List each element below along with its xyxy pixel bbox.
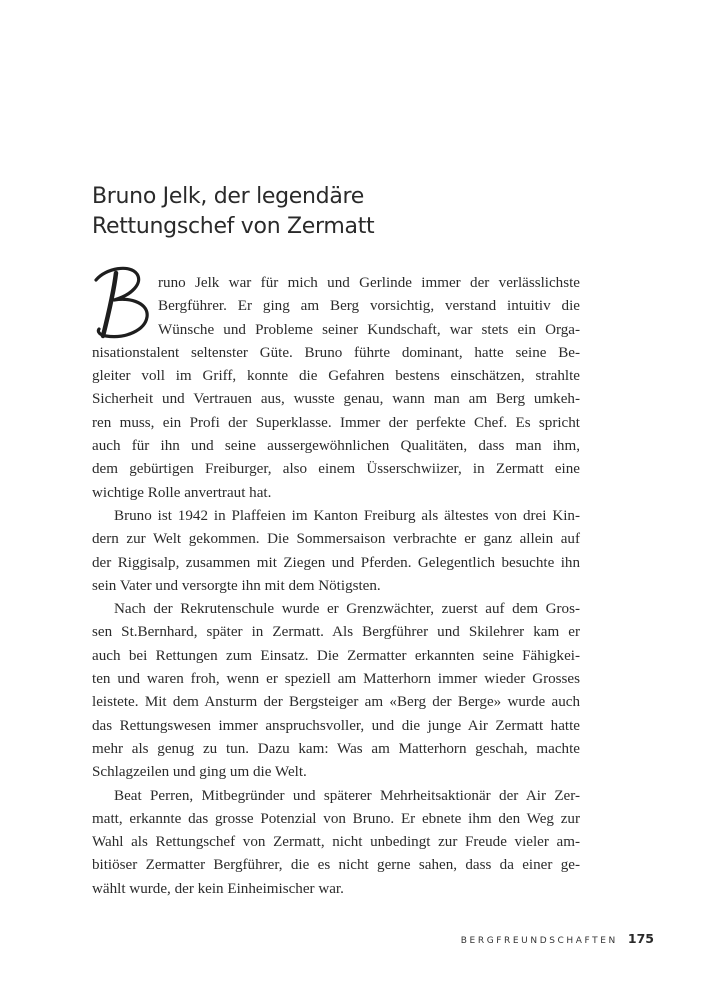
text-line: auch bei Rettungen zum Einsatz. Die Zermatter erkannten seine Fähigkei-	[92, 647, 580, 664]
text-line: leistete. Mit dem Ansturm der Bergsteiger am «Berg der Berge» wurde auch	[92, 694, 580, 711]
text-line: das Rettungswesen immer anspruchsvoller, und die junge Air Zermatt hatte	[92, 717, 580, 734]
text-line: dem gebürtigen Freiburger, also einem Üsserschwiizer, in Zermatt eine	[92, 461, 580, 478]
text-line: bitiöser Zermatter Bergführer, die es nicht gerne sahen, dass da einer ge-	[92, 857, 580, 874]
text-line: der Riggisalp, zusammen mit Ziegen und Pferden. Gelegentlich besuchte ihn	[92, 554, 580, 571]
text-line: wichtige Rolle anvertraut hat.	[92, 484, 272, 501]
text-line: sen St.Bernhard, später in Zermatt. Als Bergführer und Skilehrer kam er	[92, 624, 580, 641]
text-line: Nach der Rekrutenschule wurde er Grenzwächter, zuerst auf dem Gros-	[114, 601, 580, 618]
text-line: sein Vater und versorgte ihn mit dem Nötigsten.	[92, 577, 381, 594]
text-line: Beat Perren, Mitbegründer und späterer Mehrheitsaktionär der Air Zer-	[114, 787, 580, 804]
text-line: gleiter voll im Griff, konnte die Gefahren bestens einschätzen, strahlte	[92, 368, 580, 385]
text-line: Schlagzeilen und ging um die Welt.	[92, 764, 307, 781]
text-line: Bruno ist 1942 in Plaffeien im Kanton Freiburg als ältestes von drei Kin-	[114, 507, 580, 524]
text-line: nisationstalent seltenster Güte. Bruno führte dominant, hatte seine Be-	[92, 344, 580, 361]
text-line: Wünsche und Probleme seiner Kundschaft, war stets ein Orga-	[158, 321, 580, 338]
text-line: Wahl als Rettungschef von Zermatt, nicht unbedingt zur Freude vieler am-	[92, 834, 580, 851]
text-line: wählt wurde, der kein Einheimischer war.	[92, 880, 344, 897]
text-line: ren muss, ein Profi der Superklasse. Immer der perfekte Chef. Es spricht	[92, 414, 580, 431]
text-line: Sicherheit und Vertrauen aus, wusste genau, wann man am Berg umkeh-	[92, 391, 580, 408]
text-line: Bergführer. Er ging am Berg vorsichtig, verstand intuitiv die	[158, 298, 580, 315]
text-line: mehr als genug zu tun. Dazu kam: Was am Matterhorn geschah, machte	[92, 740, 580, 757]
chapter-heading-line-2: Rettungschef von Zermatt	[92, 214, 375, 239]
body-text	[92, 272, 580, 901]
page-number: 175	[627, 931, 654, 946]
page-footer	[461, 931, 654, 951]
text-line: ten und waren froh, wenn er speziell am Matterhorn immer wieder Grosses	[92, 671, 580, 688]
chapter-heading	[92, 182, 592, 242]
text-line: dern zur Welt gekommen. Die Sommersaison verbrachte er ganz allein auf	[92, 531, 580, 548]
chapter-heading-line-1: Bruno Jelk, der legendäre	[92, 184, 365, 209]
text-line: runo Jelk war für mich und Gerlinde immer der verlässlichste	[158, 275, 580, 291]
text-line: matt, erkannte das grosse Potenzial von Bruno. Er ebnete ihm den Weg zur	[92, 810, 580, 827]
running-head: BERGFREUNDSCHAFTEN	[460, 936, 618, 946]
text-line: auch für ihn und seine aussergewöhnlichen Qualitäten, dass man ihm,	[92, 438, 580, 455]
